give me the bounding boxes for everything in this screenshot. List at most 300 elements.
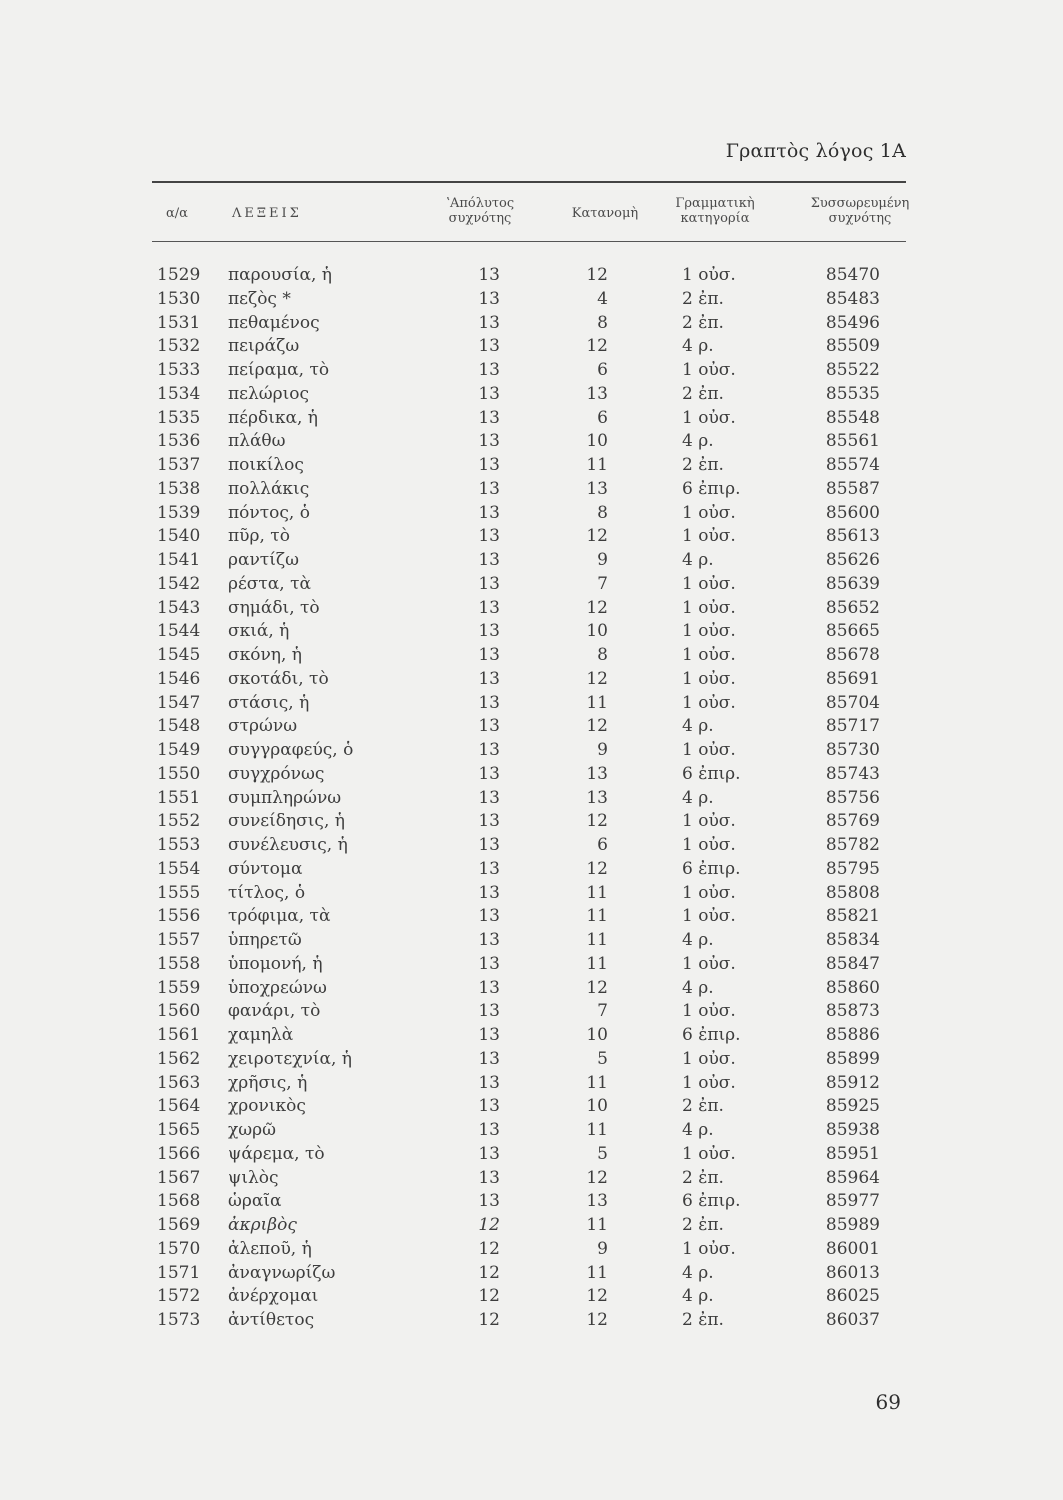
row-absolute-frequency: 13 — [478, 811, 500, 832]
row-word: ραντίζω — [228, 550, 299, 570]
row-serial-number: 1572 — [157, 1286, 201, 1307]
row-absolute-frequency: 13 — [478, 858, 500, 879]
row-distribution: 10 — [586, 621, 608, 642]
header-absolute-line2: συχνότης — [448, 211, 512, 226]
table-row — [0, 762, 1063, 786]
row-distribution: 12 — [586, 1167, 608, 1188]
row-word: ποικίλος — [228, 455, 304, 475]
row-cumulative-frequency: 85756 — [825, 787, 880, 808]
row-serial-number: 1549 — [157, 740, 201, 760]
row-grammatical-category: 2 ἐπ. — [682, 455, 724, 475]
row-cumulative-frequency: 85522 — [825, 360, 880, 380]
row-cumulative-frequency: 86037 — [825, 1310, 880, 1330]
row-cumulative-frequency: 85587 — [825, 478, 880, 499]
row-word: χαμηλὰ — [228, 1025, 294, 1045]
row-cumulative-frequency: 85886 — [825, 1025, 880, 1045]
row-absolute-frequency: 13 — [478, 478, 500, 499]
table-row — [0, 548, 1063, 572]
row-grammatical-category: 2 ἐπ. — [682, 1215, 724, 1235]
row-absolute-frequency: 13 — [478, 1048, 500, 1069]
row-distribution: 9 — [597, 550, 608, 570]
row-distribution: 11 — [586, 1262, 608, 1283]
row-word: ὑπηρετῶ — [228, 930, 302, 950]
row-word: ἀκριβὸς — [228, 1215, 297, 1235]
row-serial-number: 1563 — [157, 1072, 201, 1093]
row-distribution: 12 — [586, 977, 608, 998]
row-grammatical-category: 1 οὐσ. — [682, 502, 736, 523]
row-serial-number: 1568 — [157, 1191, 201, 1212]
row-grammatical-category: 1 οὐσ. — [682, 573, 736, 594]
header-grammar-line1: Γραμματικὴ — [675, 196, 755, 211]
row-serial-number: 1539 — [157, 502, 201, 523]
table-row — [0, 501, 1063, 525]
row-serial-number: 1567 — [157, 1167, 201, 1188]
row-cumulative-frequency: 85769 — [825, 811, 880, 832]
row-absolute-frequency: 13 — [478, 1096, 500, 1117]
row-word: σημάδι, τὸ — [228, 597, 320, 618]
row-cumulative-frequency: 85574 — [825, 455, 880, 475]
row-cumulative-frequency: 85548 — [825, 407, 880, 428]
header-grammatical-category — [660, 196, 770, 226]
row-grammatical-category: 1 οὐσ. — [682, 835, 736, 855]
row-grammatical-category: 4 ρ. — [682, 787, 714, 808]
row-absolute-frequency: 13 — [478, 930, 500, 950]
row-serial-number: 1542 — [157, 573, 201, 594]
row-distribution: 11 — [586, 953, 608, 974]
row-cumulative-frequency: 85652 — [825, 597, 880, 618]
table-row — [0, 1237, 1063, 1261]
row-word: τίτλος, ὁ — [228, 882, 306, 903]
row-absolute-frequency: 12 — [478, 1286, 500, 1307]
table-row — [0, 429, 1063, 453]
row-serial-number: 1573 — [157, 1310, 201, 1330]
row-grammatical-category: 1 οὐσ. — [682, 360, 736, 380]
header-serial: α/α — [166, 206, 188, 221]
row-absolute-frequency: 13 — [478, 336, 500, 357]
row-absolute-frequency: 13 — [478, 360, 500, 380]
row-grammatical-category: 1 οὐσ. — [682, 692, 736, 713]
row-word: ψιλὸς — [228, 1167, 279, 1188]
row-grammatical-category: 1 οὐσ. — [682, 1143, 736, 1164]
row-grammatical-category: 4 ρ. — [682, 716, 714, 737]
row-serial-number: 1565 — [157, 1120, 201, 1140]
table-row — [0, 1166, 1063, 1190]
row-serial-number: 1562 — [157, 1048, 201, 1069]
row-distribution: 9 — [597, 740, 608, 760]
row-distribution: 12 — [586, 716, 608, 737]
row-distribution: 4 — [597, 288, 608, 309]
row-distribution: 12 — [586, 597, 608, 618]
row-cumulative-frequency: 85873 — [825, 1001, 880, 1022]
row-serial-number: 1534 — [157, 383, 201, 404]
row-word: φανάρι, τὸ — [228, 1001, 321, 1022]
row-grammatical-category: 1 οὐσ. — [682, 597, 736, 618]
row-grammatical-category: 1 οὐσ. — [682, 1238, 736, 1259]
row-word: πέρδικα, ἡ — [228, 407, 318, 428]
row-word: χωρῶ — [228, 1120, 277, 1140]
row-grammatical-category: 1 οὐσ. — [682, 668, 736, 689]
row-distribution: 11 — [586, 930, 608, 950]
row-absolute-frequency: 13 — [478, 1120, 500, 1140]
table-row — [0, 524, 1063, 548]
row-grammatical-category: 4 ρ. — [682, 930, 714, 950]
row-distribution: 13 — [586, 787, 608, 808]
row-grammatical-category: 2 ἐπ. — [682, 1310, 724, 1330]
row-distribution: 11 — [586, 1215, 608, 1235]
row-distribution: 12 — [586, 526, 608, 547]
row-distribution: 12 — [586, 858, 608, 879]
row-distribution: 7 — [597, 1001, 608, 1022]
row-grammatical-category: 1 οὐσ. — [682, 645, 736, 665]
row-cumulative-frequency: 85925 — [825, 1096, 880, 1117]
row-grammatical-category: 1 οὐσ. — [682, 740, 736, 760]
table-row — [0, 786, 1063, 810]
row-cumulative-frequency: 85509 — [825, 336, 880, 357]
table-row — [0, 263, 1063, 287]
row-grammatical-category: 6 ἐπιρ. — [682, 1191, 741, 1212]
row-absolute-frequency: 13 — [478, 1025, 500, 1045]
table-row — [0, 1284, 1063, 1308]
header-cumulative-line2: συχνότης — [828, 211, 892, 226]
table-row — [0, 1142, 1063, 1166]
header-cumulative-line1: Συσσωρευμένη — [810, 196, 910, 211]
row-word: πόντος, ὁ — [228, 502, 310, 523]
row-absolute-frequency: 13 — [478, 526, 500, 547]
row-grammatical-category: 2 ἐπ. — [682, 288, 724, 309]
row-cumulative-frequency: 86025 — [825, 1286, 880, 1307]
row-absolute-frequency: 13 — [478, 953, 500, 974]
row-serial-number: 1569 — [157, 1215, 201, 1235]
row-absolute-frequency: 13 — [478, 312, 500, 333]
row-absolute-frequency: 13 — [478, 550, 500, 570]
row-grammatical-category: 1 οὐσ. — [682, 265, 736, 285]
row-serial-number: 1544 — [157, 621, 201, 642]
row-distribution: 6 — [597, 835, 608, 855]
header-cumulative-frequency — [800, 196, 920, 226]
row-distribution: 13 — [586, 383, 608, 404]
row-serial-number: 1529 — [157, 265, 201, 285]
table-row — [0, 596, 1063, 620]
frequency-table-body — [0, 263, 1063, 1332]
row-word: πολλάκις — [228, 478, 310, 499]
row-cumulative-frequency: 85639 — [825, 573, 880, 594]
row-distribution: 10 — [586, 431, 608, 452]
row-word: χρῆσις, ἡ — [228, 1072, 308, 1093]
row-grammatical-category: 4 ρ. — [682, 336, 714, 357]
row-distribution: 8 — [597, 645, 608, 665]
table-row — [0, 643, 1063, 667]
row-grammatical-category: 1 οὐσ. — [682, 882, 736, 903]
row-word: παρουσία, ἡ — [228, 265, 332, 285]
row-word: στάσις, ἡ — [228, 692, 310, 713]
row-absolute-frequency: 13 — [478, 288, 500, 309]
row-absolute-frequency: 13 — [478, 668, 500, 689]
row-cumulative-frequency: 85483 — [825, 288, 880, 309]
header-absolute-line1: ʽΑπόλυτος — [445, 196, 515, 211]
row-distribution: 11 — [586, 906, 608, 927]
row-serial-number: 1532 — [157, 336, 201, 357]
row-distribution: 6 — [597, 407, 608, 428]
row-cumulative-frequency: 85730 — [825, 740, 880, 760]
row-grammatical-category: 4 ρ. — [682, 977, 714, 998]
row-absolute-frequency: 13 — [478, 1001, 500, 1022]
row-serial-number: 1548 — [157, 716, 201, 737]
row-word: ἀνέρχομαι — [228, 1286, 319, 1307]
row-distribution: 12 — [586, 1310, 608, 1330]
row-serial-number: 1566 — [157, 1143, 201, 1164]
row-word: πεθαμένος — [228, 312, 320, 333]
table-top-rule — [152, 181, 906, 183]
row-distribution: 12 — [586, 668, 608, 689]
row-word: πειράζω — [228, 336, 300, 357]
row-cumulative-frequency: 85626 — [825, 550, 880, 570]
table-row — [0, 334, 1063, 358]
row-serial-number: 1530 — [157, 288, 201, 309]
row-grammatical-category: 6 ἐπιρ. — [682, 1025, 741, 1045]
row-absolute-frequency: 13 — [478, 716, 500, 737]
row-grammatical-category: 6 ἐπιρ. — [682, 858, 741, 879]
row-cumulative-frequency: 86013 — [825, 1262, 880, 1283]
row-absolute-frequency: 13 — [478, 692, 500, 713]
row-cumulative-frequency: 86001 — [825, 1238, 880, 1259]
row-distribution: 9 — [597, 1238, 608, 1259]
row-absolute-frequency: 13 — [478, 787, 500, 808]
row-serial-number: 1537 — [157, 455, 201, 475]
row-grammatical-category: 4 ρ. — [682, 550, 714, 570]
row-grammatical-category: 4 ρ. — [682, 1262, 714, 1283]
table-row — [0, 667, 1063, 691]
table-row — [0, 1094, 1063, 1118]
table-row — [0, 477, 1063, 501]
table-row — [0, 738, 1063, 762]
row-grammatical-category: 4 ρ. — [682, 1120, 714, 1140]
row-absolute-frequency: 13 — [478, 455, 500, 475]
row-distribution: 5 — [597, 1143, 608, 1164]
row-grammatical-category: 1 οὐσ. — [682, 407, 736, 428]
row-absolute-frequency: 13 — [478, 1167, 500, 1188]
row-cumulative-frequency: 85691 — [825, 668, 880, 689]
row-word: ὑποχρεώνω — [228, 977, 327, 998]
table-header-rule — [152, 241, 906, 242]
row-absolute-frequency: 13 — [478, 1072, 500, 1093]
row-cumulative-frequency: 85808 — [825, 882, 880, 903]
row-absolute-frequency: 12 — [478, 1310, 500, 1330]
row-absolute-frequency: 13 — [478, 621, 500, 642]
row-distribution: 13 — [586, 478, 608, 499]
row-distribution: 10 — [586, 1096, 608, 1117]
row-serial-number: 1571 — [157, 1262, 201, 1283]
row-grammatical-category: 1 οὐσ. — [682, 906, 736, 927]
row-word: ὡραῖα — [228, 1191, 282, 1212]
table-row — [0, 976, 1063, 1000]
row-absolute-frequency: 12 — [478, 1262, 500, 1283]
row-word: συγχρόνως — [228, 763, 325, 784]
running-head: Γραπτὸς λόγος 1Α — [725, 140, 906, 162]
table-row — [0, 952, 1063, 976]
header-absolute-frequency — [430, 196, 530, 226]
row-absolute-frequency: 13 — [478, 906, 500, 927]
row-grammatical-category: 6 ἐπιρ. — [682, 478, 741, 499]
row-cumulative-frequency: 85470 — [825, 265, 880, 285]
row-word: ἀλεποῦ, ἡ — [228, 1238, 312, 1259]
row-absolute-frequency: 13 — [478, 1191, 500, 1212]
row-cumulative-frequency: 85938 — [825, 1120, 880, 1140]
row-serial-number: 1560 — [157, 1001, 201, 1022]
table-row — [0, 358, 1063, 382]
row-cumulative-frequency: 85561 — [825, 431, 880, 452]
table-row — [0, 1071, 1063, 1095]
table-row — [0, 1308, 1063, 1332]
row-serial-number: 1538 — [157, 478, 201, 499]
row-distribution: 12 — [586, 265, 608, 285]
row-word: ἀντίθετος — [228, 1310, 315, 1330]
table-row — [0, 1261, 1063, 1285]
row-absolute-frequency: 13 — [478, 740, 500, 760]
row-serial-number: 1551 — [157, 787, 201, 808]
row-absolute-frequency: 13 — [478, 645, 500, 665]
row-absolute-frequency: 13 — [478, 835, 500, 855]
row-distribution: 12 — [586, 1286, 608, 1307]
table-row — [0, 999, 1063, 1023]
row-absolute-frequency: 13 — [478, 383, 500, 404]
row-grammatical-category: 2 ἐπ. — [682, 1167, 724, 1188]
row-cumulative-frequency: 85704 — [825, 692, 880, 713]
row-absolute-frequency: 13 — [478, 763, 500, 784]
row-serial-number: 1540 — [157, 526, 201, 547]
row-distribution: 13 — [586, 763, 608, 784]
table-row — [0, 1047, 1063, 1071]
row-distribution: 11 — [586, 1120, 608, 1140]
row-distribution: 12 — [586, 336, 608, 357]
row-serial-number: 1545 — [157, 645, 201, 665]
row-grammatical-category: 1 οὐσ. — [682, 526, 736, 547]
row-distribution: 6 — [597, 360, 608, 380]
row-word: χειροτεχνία, ἡ — [228, 1048, 352, 1069]
row-distribution: 8 — [597, 502, 608, 523]
row-word: συμπληρώνω — [228, 787, 342, 808]
row-word: χρονικὸς — [228, 1096, 306, 1117]
table-row — [0, 857, 1063, 881]
row-word: σκοτάδι, τὸ — [228, 668, 329, 689]
row-serial-number: 1541 — [157, 550, 201, 570]
row-distribution: 10 — [586, 1025, 608, 1045]
page-number: 69 — [875, 1390, 901, 1414]
table-row — [0, 311, 1063, 335]
row-distribution: 13 — [586, 1191, 608, 1212]
row-serial-number: 1564 — [157, 1096, 201, 1117]
table-row — [0, 904, 1063, 928]
table-row — [0, 881, 1063, 905]
row-grammatical-category: 2 ἐπ. — [682, 1096, 724, 1117]
row-cumulative-frequency: 85951 — [825, 1143, 880, 1164]
row-serial-number: 1557 — [157, 930, 201, 950]
row-word: πείραμα, τὸ — [228, 360, 330, 380]
row-grammatical-category: 1 οὐσ. — [682, 1001, 736, 1022]
row-serial-number: 1550 — [157, 763, 201, 784]
row-cumulative-frequency: 85989 — [825, 1215, 880, 1235]
row-word: σκιά, ἡ — [228, 621, 290, 642]
row-distribution: 7 — [597, 573, 608, 594]
row-word: πλάθω — [228, 431, 286, 452]
row-absolute-frequency: 13 — [478, 573, 500, 594]
row-serial-number: 1570 — [157, 1238, 201, 1259]
row-absolute-frequency: 13 — [478, 882, 500, 903]
row-grammatical-category: 1 οὐσ. — [682, 621, 736, 642]
row-absolute-frequency: 12 — [478, 1215, 500, 1235]
row-cumulative-frequency: 85899 — [825, 1048, 880, 1069]
table-row — [0, 406, 1063, 430]
table-row — [0, 287, 1063, 311]
row-word: ψάρεμα, τὸ — [228, 1143, 325, 1164]
row-serial-number: 1535 — [157, 407, 201, 428]
row-cumulative-frequency: 85743 — [825, 763, 880, 784]
table-row — [0, 382, 1063, 406]
row-cumulative-frequency: 85847 — [825, 953, 880, 974]
header-words: ΛΕΞΕΙΣ — [232, 206, 302, 221]
row-serial-number: 1547 — [157, 692, 201, 713]
table-row — [0, 1023, 1063, 1047]
row-cumulative-frequency: 85912 — [825, 1072, 880, 1093]
row-distribution: 11 — [586, 1072, 608, 1093]
row-cumulative-frequency: 85860 — [825, 977, 880, 998]
row-grammatical-category: 4 ρ. — [682, 431, 714, 452]
row-absolute-frequency: 13 — [478, 407, 500, 428]
row-word: σκόνη, ἡ — [228, 645, 302, 665]
row-word: ἀναγνωρίζω — [228, 1262, 336, 1283]
row-serial-number: 1559 — [157, 977, 201, 998]
row-absolute-frequency: 13 — [478, 265, 500, 285]
row-grammatical-category: 6 ἐπιρ. — [682, 763, 741, 784]
row-cumulative-frequency: 85600 — [825, 502, 880, 523]
row-serial-number: 1554 — [157, 858, 201, 879]
row-word: τρόφιμα, τὰ — [228, 906, 331, 927]
row-distribution: 11 — [586, 882, 608, 903]
row-cumulative-frequency: 85613 — [825, 526, 880, 547]
row-grammatical-category: 2 ἐπ. — [682, 383, 724, 404]
row-grammatical-category: 4 ρ. — [682, 1286, 714, 1307]
row-serial-number: 1556 — [157, 906, 201, 927]
row-serial-number: 1531 — [157, 312, 201, 333]
row-distribution: 11 — [586, 455, 608, 475]
row-distribution: 11 — [586, 692, 608, 713]
row-word: ρέστα, τὰ — [228, 573, 311, 594]
table-row — [0, 1118, 1063, 1142]
row-word: πῦρ, τὸ — [228, 526, 290, 547]
row-word: συγγραφεύς, ὁ — [228, 740, 354, 760]
row-absolute-frequency: 13 — [478, 977, 500, 998]
row-grammatical-category: 1 οὐσ. — [682, 1048, 736, 1069]
row-word: σύντομα — [228, 858, 303, 879]
row-cumulative-frequency: 85678 — [825, 645, 880, 665]
row-serial-number: 1558 — [157, 953, 201, 974]
row-cumulative-frequency: 85834 — [825, 930, 880, 950]
table-row — [0, 833, 1063, 857]
row-serial-number: 1536 — [157, 431, 201, 452]
header-distribution: Κατανομὴ — [571, 206, 639, 221]
row-grammatical-category: 1 οὐσ. — [682, 1072, 736, 1093]
row-distribution: 12 — [586, 811, 608, 832]
table-row — [0, 572, 1063, 596]
table-row — [0, 619, 1063, 643]
row-word: ὑπομονή, ἡ — [228, 953, 323, 974]
row-cumulative-frequency: 85535 — [825, 383, 880, 404]
row-serial-number: 1543 — [157, 597, 201, 618]
row-serial-number: 1552 — [157, 811, 201, 832]
row-serial-number: 1555 — [157, 882, 201, 903]
table-row — [0, 928, 1063, 952]
row-absolute-frequency: 13 — [478, 597, 500, 618]
row-serial-number: 1553 — [157, 835, 201, 855]
